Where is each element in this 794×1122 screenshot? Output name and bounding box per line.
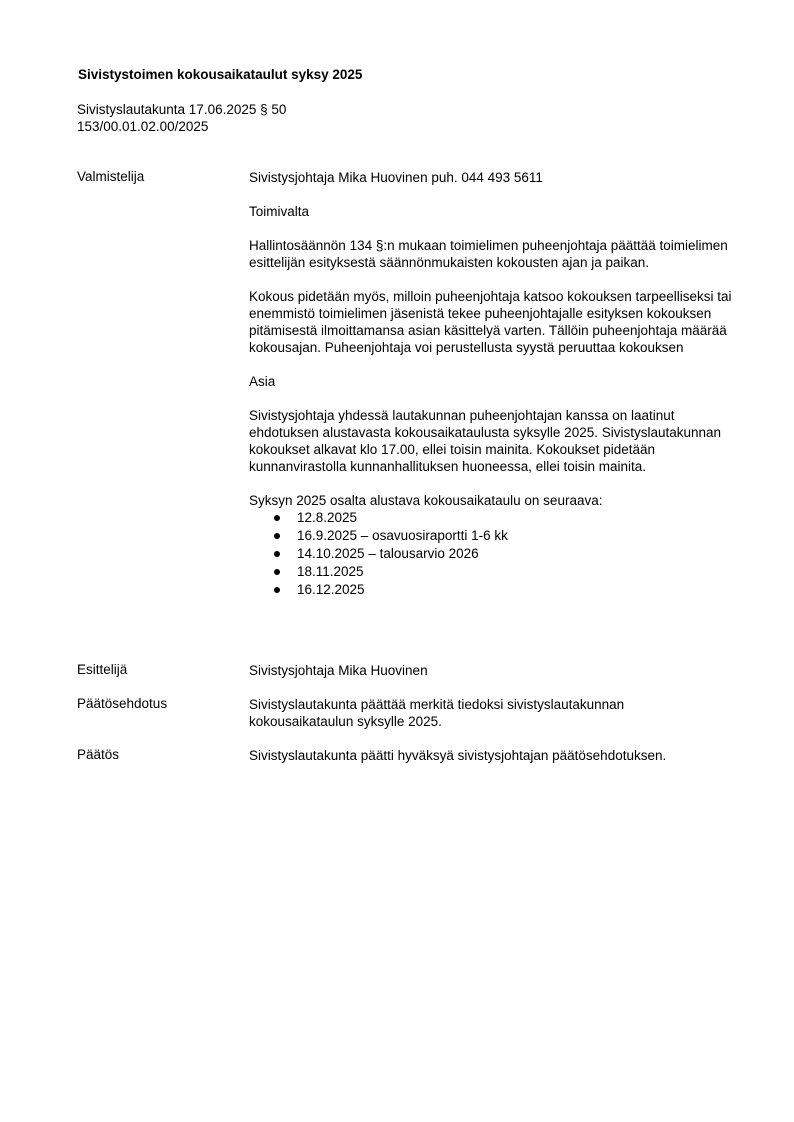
list-item — [249, 581, 737, 599]
section-label-paatos: Päätös — [77, 747, 120, 762]
paragraph-hallintosaanto: Hallintosäännön 134 §:n mukaan toimielimen puheenjohtaja päättää toimielimen esittelijän esityksestä säännönmukaisten kokousten ajan ja paikan. — [249, 238, 728, 270]
schedule-date: 16.12.2025 — [297, 582, 365, 597]
bullet-icon — [274, 587, 280, 593]
document-title: Sivistystoimen kokousaikataulut syksy 2025 — [78, 67, 363, 82]
section-label-valmistelija: Valmistelija — [77, 169, 145, 184]
schedule-date: 14.10.2025 – talousarvio 2026 — [297, 546, 479, 561]
decision-text: Sivistyslautakunta päätti hyväksyä sivistysjohtajan päätösehdotuksen. — [249, 748, 667, 763]
schedule-date: 18.11.2025 — [297, 564, 364, 579]
schedule-list — [249, 509, 737, 599]
preparer-text: Sivistysjohtaja Mika Huovinen puh. 044 493 5611 — [249, 170, 543, 185]
schedule-date: 12.8.2025 — [297, 510, 358, 525]
bullet-icon — [274, 515, 280, 521]
record-number-line: 153/00.01.02.00/2025 — [77, 119, 209, 134]
proposal-text: Sivistyslautakunta päättää merkitä tiedoksi sivistyslautakunnan kokousaikataulun syksylle 2025. — [249, 697, 625, 729]
paragraph-asia: Sivistysjohtaja yhdessä lautakunnan puheenjohtajan kanssa on laatinut ehdotuksen alustavasta kokousaikataulusta syksylle 2025. Sivistyslautakunnan kokoukset alkavat klo 17.00, ellei toisin mainita. Kokoukset pidetään kunnanvirastolla kunnanhallituksen huoneessa, ellei toisin mainita. — [249, 408, 722, 474]
list-item — [249, 563, 737, 581]
paragraph-kokous: Kokous pidetään myös, milloin puheenjohtaja katsoo kokouksen tarpeelliseksi tai enemmistö toimielimen jäsenistä tekee puheenjohtajalle esityksen kokouksen pitämisestä ilmoittamansa asian käsittelyä varten. Tällöin puheenjohtaja määrää kokousajan. Puheenjohtaja voi perustellusta syystä peruuttaa kokouksen — [249, 289, 732, 355]
list-item — [249, 545, 737, 563]
section-content-valmistelija — [249, 169, 737, 599]
list-item — [249, 509, 737, 527]
schedule-intro: Syksyn 2025 osalta alustava kokousaikataulu on seuraava: — [249, 493, 603, 508]
section-label-esittelija: Esittelijä — [77, 662, 128, 677]
section-label-paatosehdotus: Päätösehdotus — [77, 696, 168, 711]
bullet-icon — [274, 533, 280, 539]
meeting-reference — [77, 101, 286, 135]
presenter-text: Sivistysjohtaja Mika Huovinen — [249, 663, 428, 678]
list-item — [249, 527, 737, 545]
bullet-icon — [274, 569, 280, 575]
bullet-icon — [274, 551, 280, 557]
schedule-date: 16.9.2025 – osavuosiraportti 1-6 kk — [297, 528, 508, 543]
heading-asia: Asia — [249, 374, 276, 389]
meeting-date-line: Sivistyslautakunta 17.06.2025 § 50 — [77, 102, 287, 117]
heading-toimivalta: Toimivalta — [249, 204, 310, 219]
